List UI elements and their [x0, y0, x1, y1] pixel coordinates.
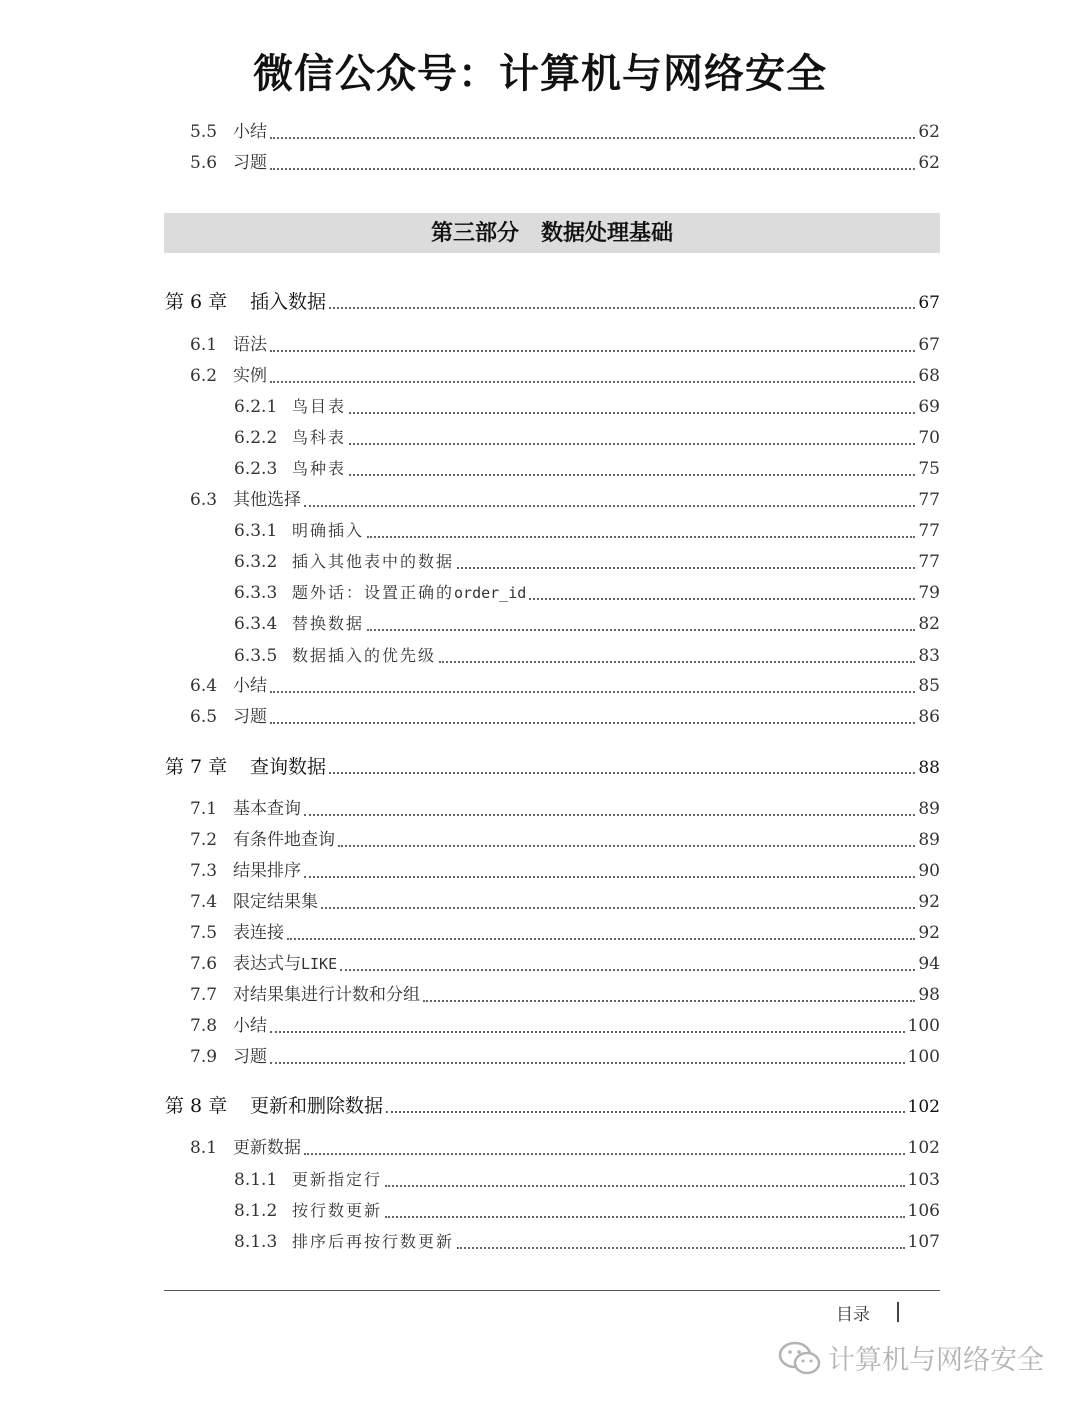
toc-title [233, 889, 318, 915]
dot-leader [270, 380, 915, 383]
dot-leader [349, 442, 915, 445]
toc-title-text: 小结 [233, 676, 267, 696]
toc-page-number: 90 [918, 861, 940, 881]
dot-leader [270, 167, 915, 170]
toc-section [190, 704, 940, 730]
part-heading: 第三部分 数据处理基础 [164, 213, 940, 253]
wechat-icon [778, 1340, 822, 1376]
toc-title-text: 明确插入 [292, 521, 365, 540]
dot-leader [349, 411, 915, 414]
toc-number: 8.1.1 [234, 1170, 278, 1190]
toc-title [292, 549, 454, 575]
toc-section [190, 1044, 940, 1070]
toc-section [190, 982, 940, 1008]
toc-title-text: 表连接 [233, 923, 284, 943]
toc-page-number: 77 [918, 490, 940, 510]
dot-leader [270, 349, 915, 352]
toc-page-number: 82 [918, 614, 940, 634]
toc-title [233, 1044, 267, 1070]
toc-title [233, 332, 267, 358]
toc-page-number: 67 [918, 335, 940, 355]
toc-number: 5.5 [190, 122, 218, 142]
toc-title-text: 插入数据 [250, 291, 327, 313]
dot-leader [367, 535, 915, 538]
toc-section [190, 920, 940, 946]
dot-leader [270, 690, 915, 693]
toc-number: 6.2.1 [234, 397, 278, 417]
toc-number: 6.5 [190, 707, 218, 727]
toc-page-number: 75 [918, 459, 940, 479]
toc-page-number: 83 [918, 646, 940, 666]
toc-title-text: 鸟种表 [292, 459, 347, 478]
toc-title-code: LIKE [301, 955, 338, 973]
watermark-text: 计算机与网络安全 [828, 1345, 1044, 1376]
toc-page-number: 85 [918, 676, 940, 696]
footer-divider [164, 1290, 940, 1291]
toc-title-text: 按行数更新 [292, 1201, 383, 1220]
toc-number: 6.2 [190, 366, 218, 386]
dot-leader [304, 813, 915, 816]
toc-subsection [234, 611, 940, 637]
toc-number: 6.3.3 [234, 583, 278, 603]
toc-number: 7.6 [190, 954, 218, 974]
toc-number: 8.1.3 [234, 1232, 278, 1252]
toc-page-number: 102 [907, 1138, 940, 1158]
dot-leader [270, 1061, 905, 1064]
toc-number: 8.1.2 [234, 1201, 278, 1221]
toc-section [190, 150, 940, 176]
toc-title-text: 语法 [233, 335, 267, 355]
toc-number: 6.3.5 [234, 646, 278, 666]
toc-title [233, 150, 267, 176]
toc-title-text: 习题 [233, 707, 267, 727]
toc-title [250, 289, 326, 315]
toc-title [233, 858, 301, 884]
toc-title-code: order_id [454, 584, 527, 602]
toc-section [190, 119, 940, 145]
dot-leader [423, 999, 915, 1002]
toc-number: 6.2.2 [234, 428, 278, 448]
toc-title [233, 363, 267, 389]
dot-leader [321, 906, 915, 909]
dot-leader [439, 660, 915, 663]
toc-title-text: 替换数据 [292, 614, 365, 633]
toc-number: 5.6 [190, 153, 218, 173]
dot-leader [385, 1184, 905, 1187]
toc-title-text: 对结果集进行计数和分组 [233, 985, 420, 1005]
toc-section [190, 796, 940, 822]
toc-page-number: 92 [918, 892, 940, 912]
toc-page-number: 89 [918, 830, 940, 850]
footer-label: 目录 [836, 1305, 870, 1325]
dot-leader [457, 1246, 905, 1249]
toc-page-number: 106 [907, 1201, 940, 1221]
toc-number: 第 8 章 [165, 1095, 228, 1117]
toc-title-text: 排序后再按行数更新 [292, 1232, 455, 1251]
dot-leader [329, 771, 915, 774]
toc-page-number: 89 [918, 799, 940, 819]
toc-title [233, 704, 267, 730]
toc-page-number: 62 [918, 153, 940, 173]
toc-title-text: 限定结果集 [233, 892, 318, 912]
dot-leader [338, 844, 915, 847]
watermark [778, 1338, 1044, 1377]
toc-title [233, 1135, 301, 1161]
dot-leader [304, 1152, 905, 1155]
dot-leader [457, 566, 915, 569]
toc-section [190, 951, 940, 977]
toc-number: 6.4 [190, 676, 218, 696]
toc-title-text: 查询数据 [250, 756, 327, 778]
toc-number: 7.3 [190, 861, 218, 881]
toc-title-text: 更新数据 [233, 1138, 301, 1158]
toc-page-number: 100 [907, 1047, 940, 1067]
toc-title [292, 394, 346, 420]
toc-subsection [234, 1167, 940, 1193]
toc-title [233, 673, 267, 699]
dot-leader [304, 875, 915, 878]
toc-title-text: 数据插入的优先级 [292, 646, 437, 665]
toc-title-text: 习题 [233, 1047, 267, 1067]
dot-leader [270, 1030, 905, 1033]
toc-title-text: 鸟目表 [292, 397, 347, 416]
toc-subsection [234, 518, 940, 544]
toc-title [292, 518, 364, 544]
toc-title [292, 611, 364, 637]
dot-leader [367, 628, 915, 631]
toc-page-number: 88 [918, 758, 940, 778]
toc-page-number: 77 [918, 552, 940, 572]
toc-title-text: 其他选择 [233, 490, 301, 510]
toc-subsection [234, 643, 940, 669]
dot-leader [270, 721, 915, 724]
toc-number: 6.3 [190, 490, 218, 510]
toc-number: 7.8 [190, 1016, 218, 1036]
toc-chapter [165, 754, 940, 780]
toc-chapter [165, 1093, 940, 1119]
dot-leader [340, 968, 915, 971]
toc-subsection [234, 549, 940, 575]
toc-title-text: 鸟科表 [292, 428, 347, 447]
toc-subsection [234, 1198, 940, 1224]
toc-section [190, 673, 940, 699]
toc-chapter [165, 289, 940, 315]
toc-page-number: 92 [918, 923, 940, 943]
toc-number: 7.5 [190, 923, 218, 943]
dot-leader [386, 1110, 905, 1113]
toc-number: 7.9 [190, 1047, 218, 1067]
dot-leader [304, 504, 915, 507]
toc-number: 7.2 [190, 830, 218, 850]
toc-section [190, 889, 940, 915]
toc-number: 6.3.4 [234, 614, 278, 634]
toc-subsection [234, 1229, 940, 1255]
dot-leader [287, 937, 915, 940]
toc-section [190, 363, 940, 389]
toc-page-number: 62 [918, 122, 940, 142]
toc-page-number: 100 [907, 1016, 940, 1036]
toc-page-number: 69 [918, 397, 940, 417]
toc-page-number: 107 [907, 1232, 940, 1252]
toc-title [233, 796, 301, 822]
toc-title-text: 更新和删除数据 [250, 1095, 384, 1117]
toc-page-number: 68 [918, 366, 940, 386]
toc-number: 第 7 章 [165, 756, 228, 778]
toc-title [250, 1093, 383, 1119]
toc-number: 6.2.3 [234, 459, 278, 479]
toc-section [190, 1135, 940, 1161]
toc-title [292, 580, 526, 606]
toc-title-text: 题外话：设置正确的 [292, 583, 455, 602]
toc-section [190, 487, 940, 513]
toc-page-number: 94 [918, 954, 940, 974]
toc-number: 7.4 [190, 892, 218, 912]
toc-section [190, 332, 940, 358]
dot-leader [385, 1215, 905, 1218]
toc-page-number: 103 [907, 1170, 940, 1190]
toc-title [250, 754, 326, 780]
toc-title-text: 表达式与 [233, 954, 301, 974]
toc-title-text: 实例 [233, 366, 267, 386]
toc-page-number: 102 [907, 1097, 940, 1117]
toc-page-number: 67 [918, 293, 940, 313]
toc-title-text: 习题 [233, 153, 267, 173]
toc-title-text: 插入其他表中的数据 [292, 552, 455, 571]
toc-page-number: 86 [918, 707, 940, 727]
toc-title [292, 1229, 454, 1255]
toc-page-number: 77 [918, 521, 940, 541]
toc-section [190, 1013, 940, 1039]
toc-section [190, 858, 940, 884]
toc-title-text: 基本查询 [233, 799, 301, 819]
toc-page-number: 98 [918, 985, 940, 1005]
toc-title-text: 小结 [233, 1016, 267, 1036]
toc-title [292, 1198, 382, 1224]
dot-leader [349, 473, 915, 476]
toc-subsection [234, 456, 940, 482]
toc-title [233, 982, 420, 1008]
dot-leader [329, 306, 915, 309]
toc-title [233, 951, 337, 977]
toc-number: 8.1 [190, 1138, 218, 1158]
toc-subsection [234, 394, 940, 420]
toc-title [233, 1013, 267, 1039]
toc-title-text: 更新指定行 [292, 1170, 383, 1189]
toc-title [292, 1167, 382, 1193]
toc-subsection [234, 580, 940, 606]
toc-number: 第 6 章 [165, 291, 228, 313]
toc-title [233, 119, 267, 145]
toc-title [233, 827, 335, 853]
toc-number: 7.7 [190, 985, 218, 1005]
toc-subsection [234, 425, 940, 451]
toc-title-text: 结果排序 [233, 861, 301, 881]
toc-title [233, 920, 284, 946]
toc-title [292, 456, 346, 482]
dot-leader [529, 597, 915, 600]
toc-number: 6.1 [190, 335, 218, 355]
toc-title [292, 425, 346, 451]
toc-page-number: 70 [918, 428, 940, 448]
toc-title [292, 643, 436, 669]
page-title: 微信公众号：计算机与网络安全 [253, 51, 827, 97]
toc-number: 6.3.2 [234, 552, 278, 572]
toc-title-text: 小结 [233, 122, 267, 142]
toc-page-number: 79 [918, 583, 940, 603]
toc-title-text: 有条件地查询 [233, 830, 335, 850]
dot-leader [270, 136, 915, 139]
toc-number: 7.1 [190, 799, 218, 819]
footer-separator [897, 1302, 899, 1322]
toc-title [233, 487, 301, 513]
toc-number: 6.3.1 [234, 521, 278, 541]
toc-section [190, 827, 940, 853]
